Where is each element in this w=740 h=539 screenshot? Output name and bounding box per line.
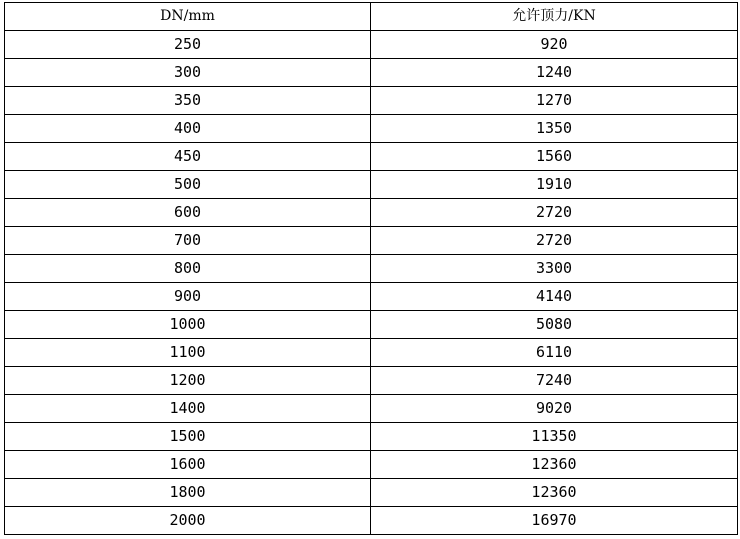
cell-allowable-thrust: 4140 (371, 283, 738, 311)
cell-allowable-thrust: 920 (371, 31, 738, 59)
header-row (5, 3, 738, 31)
cell-allowable-thrust: 2720 (371, 199, 738, 227)
cell-dn: 1200 (5, 367, 371, 395)
cell-allowable-thrust: 3300 (371, 255, 738, 283)
header-allowable-thrust: 允许顶力/KN (371, 3, 738, 31)
cell-dn: 700 (5, 227, 371, 255)
table-row (5, 59, 738, 87)
cell-dn: 1000 (5, 311, 371, 339)
header-dn: DN/mm (5, 3, 371, 31)
table-row (5, 451, 738, 479)
table-row (5, 31, 738, 59)
cell-allowable-thrust: 5080 (371, 311, 738, 339)
cell-dn: 1100 (5, 339, 371, 367)
cell-dn: 600 (5, 199, 371, 227)
table-body (5, 31, 738, 535)
cell-dn: 1400 (5, 395, 371, 423)
cell-allowable-thrust: 6110 (371, 339, 738, 367)
cell-dn: 350 (5, 87, 371, 115)
table-row (5, 115, 738, 143)
cell-allowable-thrust: 1910 (371, 171, 738, 199)
cell-allowable-thrust: 11350 (371, 423, 738, 451)
cell-dn: 250 (5, 31, 371, 59)
cell-dn: 2000 (5, 507, 371, 535)
cell-allowable-thrust: 12360 (371, 479, 738, 507)
cell-dn: 1800 (5, 479, 371, 507)
table-row (5, 367, 738, 395)
cell-dn: 450 (5, 143, 371, 171)
cell-dn: 800 (5, 255, 371, 283)
table-row (5, 423, 738, 451)
cell-allowable-thrust: 1560 (371, 143, 738, 171)
cell-dn: 400 (5, 115, 371, 143)
table-row (5, 507, 738, 535)
table-row (5, 283, 738, 311)
cell-allowable-thrust: 9020 (371, 395, 738, 423)
table-row (5, 339, 738, 367)
table-row (5, 479, 738, 507)
cell-dn: 900 (5, 283, 371, 311)
table-row (5, 199, 738, 227)
cell-dn: 300 (5, 59, 371, 87)
cell-allowable-thrust: 1240 (371, 59, 738, 87)
cell-dn: 500 (5, 171, 371, 199)
data-table-container (4, 2, 738, 535)
table-row (5, 311, 738, 339)
cell-allowable-thrust: 7240 (371, 367, 738, 395)
table-row (5, 395, 738, 423)
dn-thrust-table (4, 2, 738, 535)
table-row (5, 87, 738, 115)
cell-allowable-thrust: 2720 (371, 227, 738, 255)
cell-dn: 1500 (5, 423, 371, 451)
cell-dn: 1600 (5, 451, 371, 479)
cell-allowable-thrust: 16970 (371, 507, 738, 535)
table-row (5, 255, 738, 283)
table-row (5, 171, 738, 199)
cell-allowable-thrust: 1350 (371, 115, 738, 143)
table-row (5, 143, 738, 171)
table-row (5, 227, 738, 255)
cell-allowable-thrust: 12360 (371, 451, 738, 479)
cell-allowable-thrust: 1270 (371, 87, 738, 115)
